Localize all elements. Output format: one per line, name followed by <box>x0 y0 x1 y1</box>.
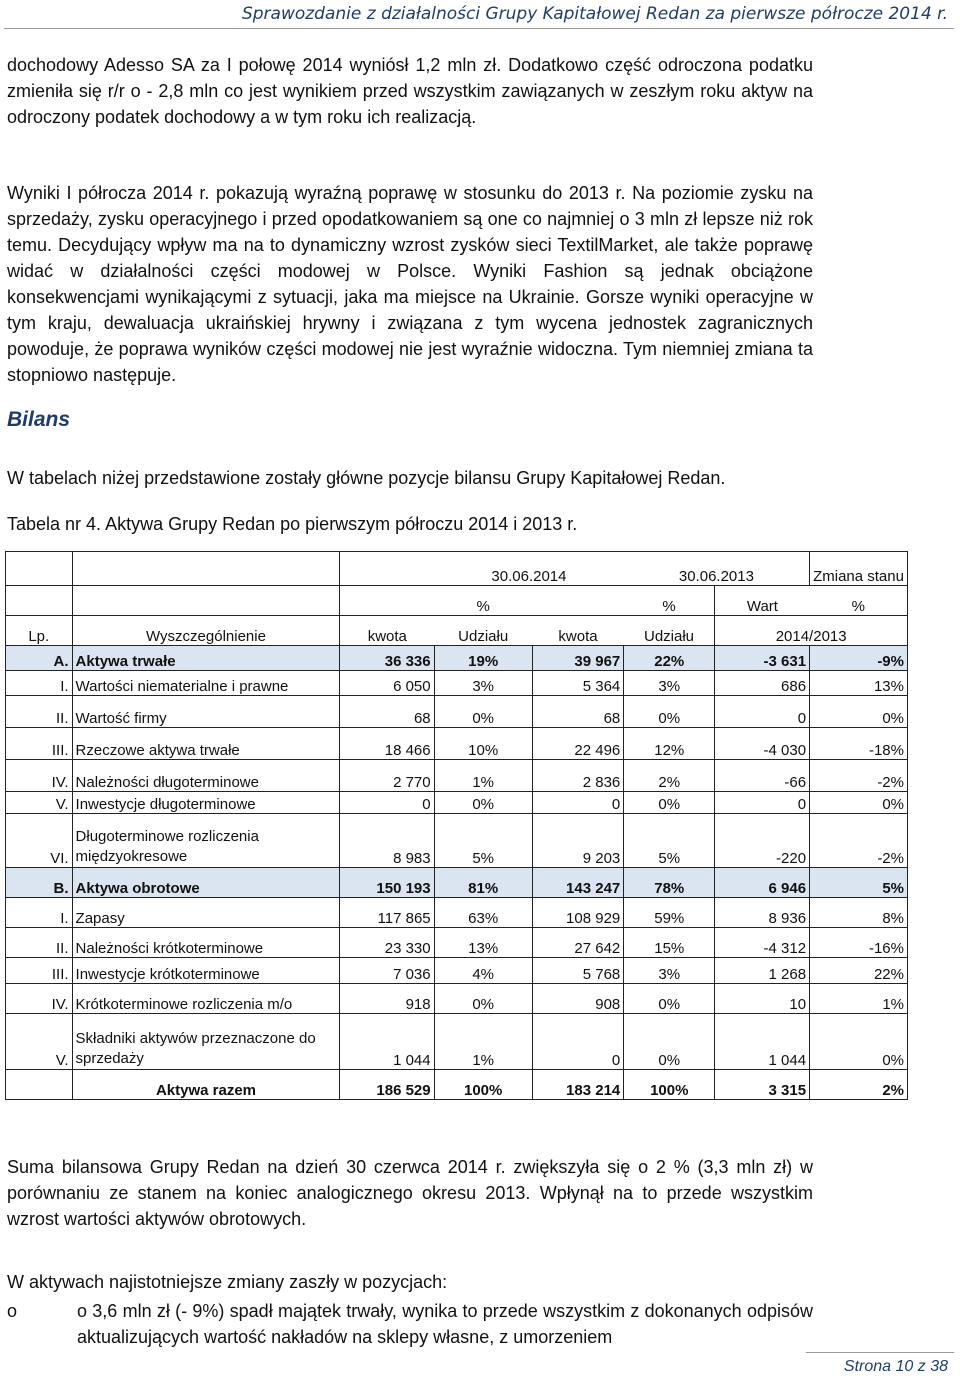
row-change-pct: 0% <box>810 1014 908 1070</box>
table-row <box>6 868 908 898</box>
header-name: Wyszczególnienie <box>72 616 340 646</box>
row-change-value: -4 030 <box>715 728 810 760</box>
row-change-value: -66 <box>715 760 810 792</box>
table-row <box>6 958 908 984</box>
row-change-pct: 0% <box>810 792 908 814</box>
row-share-2014: 0% <box>434 792 532 814</box>
table-row <box>6 728 908 760</box>
table-row <box>6 760 908 792</box>
row-change-pct: -16% <box>810 928 908 958</box>
row-change-pct: 0% <box>810 696 908 728</box>
header-rule <box>4 28 954 29</box>
row-lp: II. <box>6 696 73 728</box>
row-amount-2014: 1 044 <box>340 1014 434 1070</box>
row-share-2014: 4% <box>434 958 532 984</box>
table-row <box>6 792 908 814</box>
row-lp: V. <box>6 1014 73 1070</box>
row-amount-2014: 0 <box>340 792 434 814</box>
row-name: Aktywa razem <box>72 1070 340 1100</box>
row-change-value: 0 <box>715 696 810 728</box>
header-udzialu: Udziału <box>624 616 715 646</box>
row-change-value: -3 631 <box>715 646 810 671</box>
running-header: Sprawozdanie z działalności Grupy Kapitałowej Redan za pierwsze półrocze 2014 r. <box>241 4 948 24</box>
list-item <box>7 1298 813 1350</box>
row-share-2014: 3% <box>434 671 532 696</box>
row-name: Składniki aktywów przeznaczone do sprzedaży <box>72 1014 340 1070</box>
row-change-pct: -18% <box>810 728 908 760</box>
row-share-2013: 0% <box>624 696 715 728</box>
header-pct: % <box>810 586 908 616</box>
table-row <box>6 1014 908 1070</box>
header-period: 2014/2013 <box>715 616 908 646</box>
row-name: Aktywa obrotowe <box>72 868 340 898</box>
row-name: Rzeczowe aktywa trwałe <box>72 728 340 760</box>
row-amount-2014: 150 193 <box>340 868 434 898</box>
row-lp: IV. <box>6 984 73 1014</box>
row-lp: III. <box>6 958 73 984</box>
footer-rule <box>806 1352 954 1353</box>
row-change-pct: 13% <box>810 671 908 696</box>
row-amount-2014: 18 466 <box>340 728 434 760</box>
row-share-2013: 100% <box>624 1070 715 1100</box>
row-lp: V. <box>6 792 73 814</box>
row-share-2013: 0% <box>624 1014 715 1070</box>
row-share-2013: 5% <box>624 814 715 868</box>
row-change-pct: 2% <box>810 1070 908 1100</box>
list-item-text: o 3,6 mln zł (- 9%) spadł majątek trwały, wynika to przede wszystkim z dokonanych odpisów aktualizujących wartość nakładów na sklepy własne, z umorzeniem <box>77 1301 813 1347</box>
row-amount-2013: 5 364 <box>532 671 624 696</box>
row-share-2014: 100% <box>434 1070 532 1100</box>
table-row <box>6 696 908 728</box>
header-wart: Wart <box>715 586 810 616</box>
row-share-2014: 1% <box>434 760 532 792</box>
row-amount-2014: 186 529 <box>340 1070 434 1100</box>
row-name: Inwestycje długoterminowe <box>72 792 340 814</box>
row-share-2013: 2% <box>624 760 715 792</box>
header-udzialu: Udziału <box>434 616 532 646</box>
row-change-value: 1 268 <box>715 958 810 984</box>
row-change-pct: 8% <box>810 898 908 928</box>
row-amount-2014: 2 770 <box>340 760 434 792</box>
bullet-mark: o <box>7 1301 18 1321</box>
assets-table <box>5 551 908 1100</box>
table-row <box>6 646 908 671</box>
row-change-value: 686 <box>715 671 810 696</box>
row-share-2013: 3% <box>624 958 715 984</box>
header-change: Zmiana stanu <box>810 552 908 586</box>
row-share-2014: 13% <box>434 928 532 958</box>
row-amount-2013: 5 768 <box>532 958 624 984</box>
paragraph-results: Wyniki I półrocza 2014 r. pokazują wyraźną poprawę w stosunku do 2013 r. Na poziomie zysku na sprzedaży, zysku operacyjnego i przed opodatkowaniem są one co najmniej o 3 mln zł lepsze niż rok temu. Decydujący wpływ ma na to dynamiczny wzrost zysków sieci TextilMarket, ale także poprawę widać w działalności części modowej w Polsce. Wyniki Fashion są jednak obciążone konsekwencjami wynikającymi z sytuacji, jaka ma miejsce na Ukrainie. Gorsze wyniki operacyjne w tym kraju, dewaluacja ukraińskiej hrywny i związana z tym wycena jednostek zagranicznych powoduje, że poprawa wyników części modowej nie jest wyraźnie widoczna. Tym niemniej zmiana ta stopniowo następuje. <box>7 183 813 385</box>
table-row <box>6 898 908 928</box>
row-change-value: 1 044 <box>715 1014 810 1070</box>
row-amount-2013: 143 247 <box>532 868 624 898</box>
row-amount-2014: 68 <box>340 696 434 728</box>
row-change-value: 3 315 <box>715 1070 810 1100</box>
row-amount-2014: 36 336 <box>340 646 434 671</box>
row-change-pct: 5% <box>810 868 908 898</box>
row-share-2013: 15% <box>624 928 715 958</box>
row-amount-2013: 108 929 <box>532 898 624 928</box>
row-amount-2013: 22 496 <box>532 728 624 760</box>
row-amount-2013: 183 214 <box>532 1070 624 1100</box>
row-change-value: 0 <box>715 792 810 814</box>
section-title: Bilans <box>7 408 71 431</box>
row-amount-2013: 0 <box>532 1014 624 1070</box>
row-change-pct: -9% <box>810 646 908 671</box>
header-date-2013: 30.06.2013 <box>624 552 810 586</box>
row-amount-2014: 6 050 <box>340 671 434 696</box>
table-row <box>6 814 908 868</box>
row-name: Długoterminowe rozliczenia międzyokresowe <box>72 814 340 868</box>
header-lp: Lp. <box>6 616 73 646</box>
row-lp: II. <box>6 928 73 958</box>
row-amount-2013: 9 203 <box>532 814 624 868</box>
row-share-2014: 63% <box>434 898 532 928</box>
table-header-row <box>6 552 908 586</box>
row-share-2014: 0% <box>434 984 532 1014</box>
list-intro: W aktywach najistotniejsze zmiany zaszły w pozycjach: <box>7 1272 448 1292</box>
row-share-2013: 59% <box>624 898 715 928</box>
row-lp: B. <box>6 868 73 898</box>
row-share-2013: 12% <box>624 728 715 760</box>
row-change-value: 6 946 <box>715 868 810 898</box>
row-amount-2013: 39 967 <box>532 646 624 671</box>
row-share-2014: 0% <box>434 696 532 728</box>
row-amount-2013: 27 642 <box>532 928 624 958</box>
row-share-2014: 5% <box>434 814 532 868</box>
row-amount-2013: 0 <box>532 792 624 814</box>
row-name: Należności długoterminowe <box>72 760 340 792</box>
row-amount-2014: 117 865 <box>340 898 434 928</box>
row-name: Wartość firmy <box>72 696 340 728</box>
row-change-value: 8 936 <box>715 898 810 928</box>
paragraph-summary: Suma bilansowa Grupy Redan na dzień 30 czerwca 2014 r. zwiększyła się o 2 % (3,3 mln zł) w porównaniu ze stanem na koniec analogicznego okresu 2013. Wpłynął na to przede wszystkim wzrost wartości aktywów obrotowych. <box>7 1157 813 1229</box>
row-share-2013: 0% <box>624 984 715 1014</box>
row-amount-2014: 23 330 <box>340 928 434 958</box>
header-pct: % <box>434 586 532 616</box>
row-change-pct: 1% <box>810 984 908 1014</box>
table-row <box>6 1070 908 1100</box>
row-change-value: -4 312 <box>715 928 810 958</box>
row-change-pct: -2% <box>810 814 908 868</box>
table-row <box>6 984 908 1014</box>
row-amount-2013: 68 <box>532 696 624 728</box>
row-share-2013: 3% <box>624 671 715 696</box>
header-pct: % <box>624 586 715 616</box>
row-share-2014: 19% <box>434 646 532 671</box>
table-intro: W tabelach niżej przedstawione zostały główne pozycje bilansu Grupy Kapitałowej Redan. <box>7 468 726 488</box>
row-lp: I. <box>6 898 73 928</box>
table-header-row <box>6 616 908 646</box>
row-lp: VI. <box>6 814 73 868</box>
row-change-value: -220 <box>715 814 810 868</box>
row-lp: I. <box>6 671 73 696</box>
row-amount-2014: 918 <box>340 984 434 1014</box>
row-name: Należności krótkoterminowe <box>72 928 340 958</box>
row-change-value: 10 <box>715 984 810 1014</box>
row-lp: A. <box>6 646 73 671</box>
row-name: Krótkoterminowe rozliczenia m/o <box>72 984 340 1014</box>
row-share-2014: 81% <box>434 868 532 898</box>
row-share-2013: 78% <box>624 868 715 898</box>
table-row <box>6 928 908 958</box>
row-name: Inwestycje krótkoterminowe <box>72 958 340 984</box>
paragraph-tax: dochodowy Adesso SA za I połowę 2014 wyniósł 1,2 mln zł. Dodatkowo część odroczona podatku zmieniła się r/r o - 2,8 mln co jest wynikiem przed wszystkim zawiązanych w zeszłym roku aktyw na odroczony podatek dochodowy a w tym roku ich realizacją. <box>7 55 813 127</box>
row-share-2014: 1% <box>434 1014 532 1070</box>
row-amount-2014: 8 983 <box>340 814 434 868</box>
row-amount-2014: 7 036 <box>340 958 434 984</box>
row-amount-2013: 2 836 <box>532 760 624 792</box>
header-kwota: kwota <box>340 616 434 646</box>
row-change-pct: -2% <box>810 760 908 792</box>
row-lp <box>6 1070 73 1100</box>
row-share-2013: 22% <box>624 646 715 671</box>
row-share-2014: 10% <box>434 728 532 760</box>
table-header-row <box>6 586 908 616</box>
table-caption: Tabela nr 4. Aktywa Grupy Redan po pierwszym półroczu 2014 i 2013 r. <box>7 514 578 534</box>
table-row <box>6 671 908 696</box>
row-share-2013: 0% <box>624 792 715 814</box>
row-change-pct: 22% <box>810 958 908 984</box>
page-number: Strona 10 z 38 <box>843 1358 948 1375</box>
row-name: Zapasy <box>72 898 340 928</box>
header-kwota: kwota <box>532 616 624 646</box>
row-name: Aktywa trwałe <box>72 646 340 671</box>
row-lp: III. <box>6 728 73 760</box>
row-name: Wartości niematerialne i prawne <box>72 671 340 696</box>
row-amount-2013: 908 <box>532 984 624 1014</box>
header-date-2014: 30.06.2014 <box>434 552 624 586</box>
row-lp: IV. <box>6 760 73 792</box>
